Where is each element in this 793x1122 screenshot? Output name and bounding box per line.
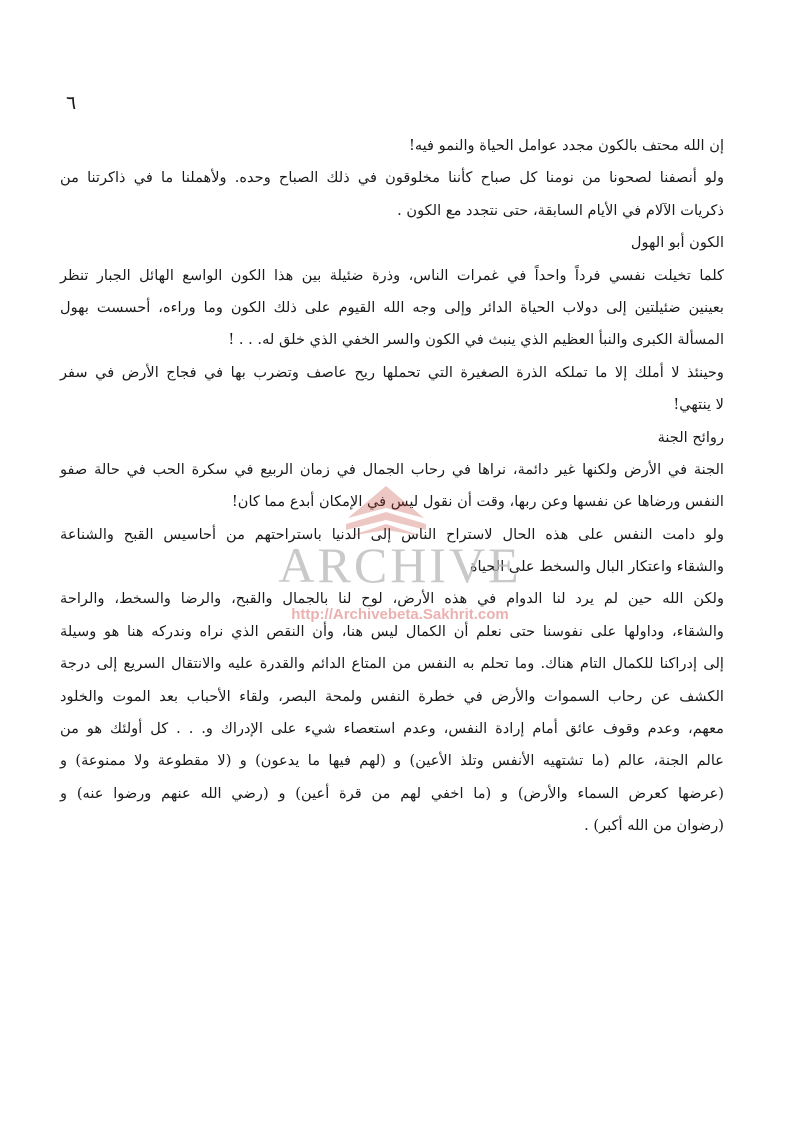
text-line: ولو دامت النفس على هذه الحال لاستراح الناس إلى الدنيا باستراحتهم من أحاسيس القبح والشناعة [60,525,724,543]
text-line: ولو أنصفنا لصحونا من نومنا كل صباح كأننا مخلوقون في ذلك الصباح وحده. ولأهملنا ما في ذاكرتنا من [60,169,724,187]
text-line: بعينين ضئيلتين إلى دولاب الحياة الدائر وإلى وجه الله القيوم على ذلك الكون وما وراءه، أحسست بهول [60,298,724,316]
text-line: والشقاء واعتكار البال والسخط على الحياة [469,558,724,576]
document-body [60,130,724,843]
section-heading: روائح الجنة [657,428,724,446]
watermark-title: ARCHIVE [278,537,522,593]
text-line: (عرضها كعرض السماء والأرض) و (ما اخفي لهم من قرة أعين) و (رضي الله عنهم ورضوا عنه) و [60,784,724,802]
page-number: ٦ [66,92,77,114]
text-line: معهم، وعدم وقوف عائق أمام إرادة النفس، وعدم استعصاء شيء على الإدراك و. . . كل أولئك هو من [60,720,724,738]
text-line: عالم الجنة، عالم (ما تشتهيه الأنفس وتلذ الأعين) و (لهم فيها ما يدعون) و (لا مقطوعة ولا ممنوعة) و [60,752,724,770]
watermark-url: http://Archivebeta.Sakhrit.com [291,606,509,623]
text-line: (رضوان من الله أكبر) . [584,817,724,835]
section-heading: الكون أبو الهول [630,234,724,252]
text-line: إلى إدراكنا للكمال التام هناك. وما تحلم به النفس من المتاع الدائم والقدرة عليه والانتقال السريع إلى درجة [60,655,724,673]
text-line: ولكن الله حين لم يرد لنا الدوام في هذه الأرض، لوح لنا بالجمال والقبح، والرضا والسخط، والراحة [60,590,724,608]
text-line: والشقاء، وداولها على نفوسنا حتى نعلم أن الكمال ليس هنا، وأن النقص الذي نراه وندركه هنا هو وسيلة [60,622,724,640]
text-line: وحينئذ لا أملك إلا ما تملكه الذرة الصغيرة التي تحملها ريح عاصف وتضرب بها في فجاج الأرض في سفر [60,363,724,381]
text-line: الجنة في الأرض ولكنها غير دائمة، نراها في رحاب الجمال في زمان الربيع في سكرة الحب في حالة صفو [60,460,724,478]
text-line: ذكريات الآلام في الأيام السابقة، حتى نتجدد مع الكون . [397,201,724,219]
text-line: لا ينتهي! [673,396,724,414]
text-line: المسألة الكبرى والنبأ العظيم الذي ينبث في الكون والسر الخفي الذي خلق له. . . ! [228,331,724,349]
text-line: الكشف عن رحاب السموات والأرض في خطرة النفس ولمحة البصر، ولقاء الأحباب بعد الموت والخلود [60,687,724,705]
text-line: إن الله محتف بالكون مجدد عوامل الحياة والنمو فيه! [408,137,724,154]
text-line: كلما تخيلت نفسي فرداً واحداً في غمرات الناس، وذرة ضئيلة بين هذا الكون الواسع الهائل الجبار تنظر [60,266,724,284]
text-line: النفس ورضاها عن نفسها وعن ربها، وقت أن نقول ليس في الإمكان أبدع مما كان! [231,493,724,511]
